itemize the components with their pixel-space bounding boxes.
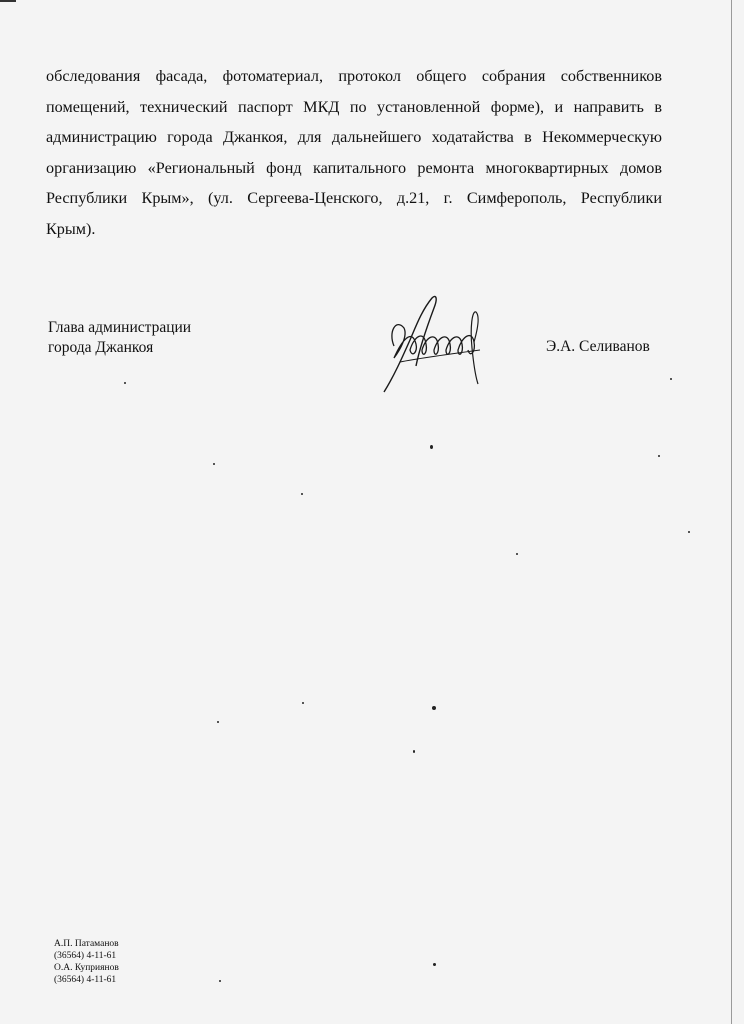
scan-speck (430, 445, 433, 449)
position-line: Глава администрации (48, 319, 192, 336)
executor-name: А.П. Патаманов (54, 939, 119, 949)
scan-speck (219, 980, 221, 982)
signatory-position (48, 318, 191, 358)
scan-corner-mark (0, 0, 16, 2)
paragraph-line: помещений, технический паспорт МКД по установленной форме), и направить в (46, 97, 662, 116)
scan-speck (217, 721, 219, 723)
scan-speck (301, 493, 303, 495)
signatory-name: Э.А. Селиванов (546, 338, 650, 355)
paragraph-line: Республики Крым», (ул. Сергеева-Ценского, д.21, г. Симферополь, Республики (46, 189, 662, 207)
paragraph-line: обследования фасада, фотоматериал, протокол общего собрания собственников (46, 67, 662, 85)
paragraph-line: организацию «Региональный фонд капитального ремонта многоквартирных домов (46, 158, 662, 177)
scan-speck (413, 750, 415, 753)
executor-name: О.А. Куприянов (54, 963, 119, 973)
scan-speck (302, 702, 304, 704)
position-line: города Джанкоя (48, 339, 154, 356)
handwritten-signature (380, 288, 490, 400)
scan-speck (516, 553, 518, 555)
executors-block (54, 938, 119, 986)
scan-speck (213, 463, 215, 465)
paragraph-line: Крым). (46, 219, 96, 238)
paragraph-line: администрацию города Джанкоя, для дальнейшего ходатайства в Некоммерческую (46, 128, 662, 146)
scan-speck (658, 455, 660, 457)
executor-phone: (36564) 4-11-61 (54, 975, 117, 985)
scan-edge-line (731, 0, 732, 1024)
scan-speck (124, 382, 126, 384)
scan-speck (670, 378, 672, 380)
scan-speck (433, 963, 436, 966)
body-paragraph (46, 61, 662, 244)
scan-speck (432, 706, 436, 710)
executor-phone: (36564) 4-11-61 (54, 951, 117, 961)
scan-speck (688, 531, 690, 533)
